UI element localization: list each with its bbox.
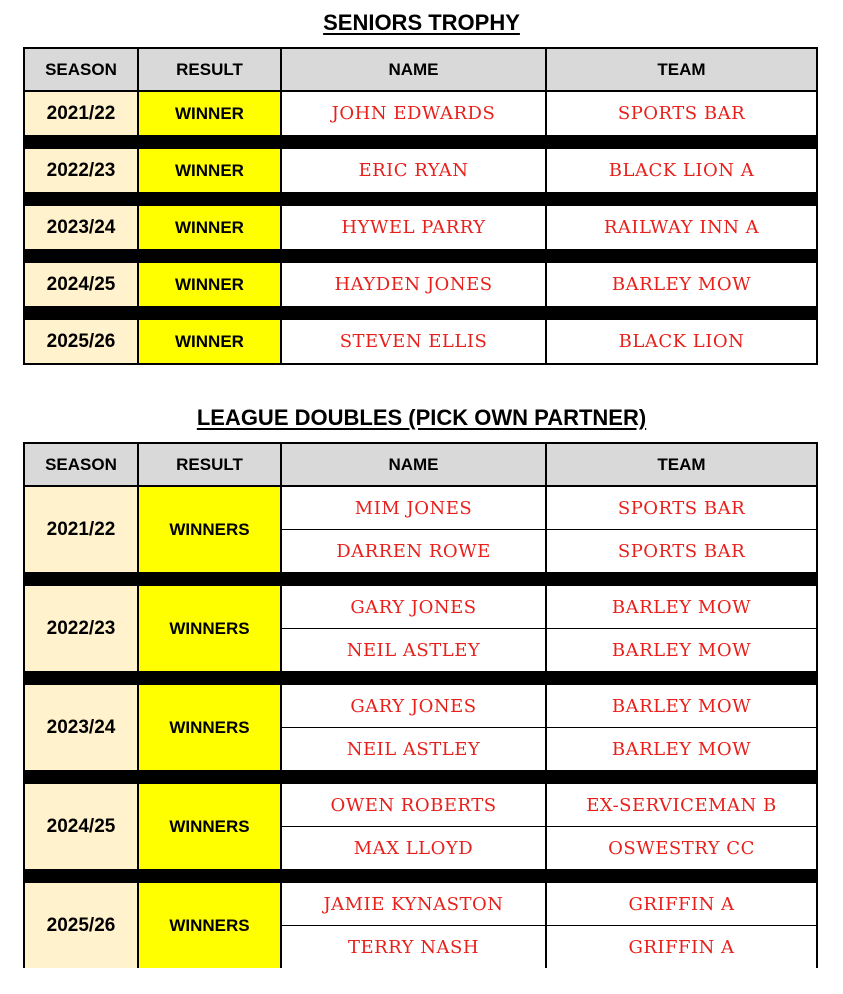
- header-result: RESULT: [138, 48, 281, 91]
- result-cell: WINNERS: [138, 486, 281, 573]
- header-name: NAME: [281, 48, 546, 91]
- header-name: NAME: [281, 443, 546, 486]
- team-cell: BLACK LION: [546, 319, 817, 364]
- team-cell: RAILWAY INN A: [546, 205, 817, 250]
- result-cell: WINNERS: [138, 585, 281, 672]
- result-cell: WINNER: [138, 148, 281, 193]
- season-cell: 2025/26: [24, 882, 138, 968]
- result-cell: WINNERS: [138, 882, 281, 968]
- header-season: SEASON: [24, 48, 138, 91]
- team-cell: BARLEY MOW: [546, 585, 817, 629]
- team-cell: GRIFFIN A: [546, 926, 817, 969]
- name-cell: OWEN ROBERTS: [281, 783, 546, 827]
- row-separator: [24, 250, 817, 262]
- season-cell: 2022/23: [24, 148, 138, 193]
- name-cell: TERRY NASH: [281, 926, 546, 969]
- result-cell: WINNERS: [138, 684, 281, 771]
- name-cell: MAX LLOYD: [281, 827, 546, 871]
- name-cell: JAMIE KYNASTON: [281, 882, 546, 926]
- result-cell: WINNER: [138, 91, 281, 136]
- row-separator: [24, 870, 817, 882]
- table-row: [24, 684, 817, 728]
- seniors-trophy-title-text: SENIORS TROPHY: [323, 10, 520, 35]
- header-team: TEAM: [546, 48, 817, 91]
- seniors-trophy-title: [0, 10, 843, 36]
- team-cell: BARLEY MOW: [546, 728, 817, 772]
- row-separator: [24, 307, 817, 319]
- row-separator: [24, 136, 817, 148]
- league-doubles-title-text: LEAGUE DOUBLES (PICK OWN PARTNER): [196, 405, 647, 430]
- table-row: [24, 205, 817, 250]
- table-row: [24, 319, 817, 364]
- table-row: [24, 585, 817, 629]
- row-separator: [24, 672, 817, 684]
- row-separator: [24, 771, 817, 783]
- table-row: [24, 91, 817, 136]
- season-cell: 2021/22: [24, 486, 138, 573]
- result-cell: WINNER: [138, 205, 281, 250]
- name-cell: JOHN EDWARDS: [281, 91, 546, 136]
- header-result: RESULT: [138, 443, 281, 486]
- row-separator: [24, 573, 817, 585]
- header-row: [24, 443, 817, 486]
- name-cell: HYWEL PARRY: [281, 205, 546, 250]
- league-doubles-table: [23, 442, 818, 968]
- name-cell: MIM JONES: [281, 486, 546, 530]
- season-cell: 2024/25: [24, 262, 138, 307]
- result-cell: WINNER: [138, 319, 281, 364]
- team-cell: SPORTS BAR: [546, 91, 817, 136]
- season-cell: 2024/25: [24, 783, 138, 870]
- name-cell: ERIC RYAN: [281, 148, 546, 193]
- table-row: [24, 783, 817, 827]
- team-cell: BARLEY MOW: [546, 262, 817, 307]
- name-cell: GARY JONES: [281, 684, 546, 728]
- name-cell: NEIL ASTLEY: [281, 629, 546, 673]
- team-cell: SPORTS BAR: [546, 486, 817, 530]
- season-cell: 2021/22: [24, 91, 138, 136]
- name-cell: HAYDEN JONES: [281, 262, 546, 307]
- league-doubles-title: [0, 405, 843, 431]
- name-cell: GARY JONES: [281, 585, 546, 629]
- seniors-trophy-table: [23, 47, 818, 365]
- table-row: [24, 882, 817, 926]
- team-cell: BARLEY MOW: [546, 629, 817, 673]
- team-cell: SPORTS BAR: [546, 530, 817, 574]
- season-cell: 2025/26: [24, 319, 138, 364]
- name-cell: DARREN ROWE: [281, 530, 546, 574]
- name-cell: NEIL ASTLEY: [281, 728, 546, 772]
- name-cell: STEVEN ELLIS: [281, 319, 546, 364]
- team-cell: GRIFFIN A: [546, 882, 817, 926]
- table-row: [24, 262, 817, 307]
- header-season: SEASON: [24, 443, 138, 486]
- season-cell: 2023/24: [24, 684, 138, 771]
- row-separator: [24, 193, 817, 205]
- table-row: [24, 486, 817, 530]
- season-cell: 2022/23: [24, 585, 138, 672]
- team-cell: OSWESTRY CC: [546, 827, 817, 871]
- team-cell: BARLEY MOW: [546, 684, 817, 728]
- result-cell: WINNERS: [138, 783, 281, 870]
- table-row: [24, 148, 817, 193]
- season-cell: 2023/24: [24, 205, 138, 250]
- header-team: TEAM: [546, 443, 817, 486]
- team-cell: EX-SERVICEMAN B: [546, 783, 817, 827]
- team-cell: BLACK LION A: [546, 148, 817, 193]
- header-row: [24, 48, 817, 91]
- result-cell: WINNER: [138, 262, 281, 307]
